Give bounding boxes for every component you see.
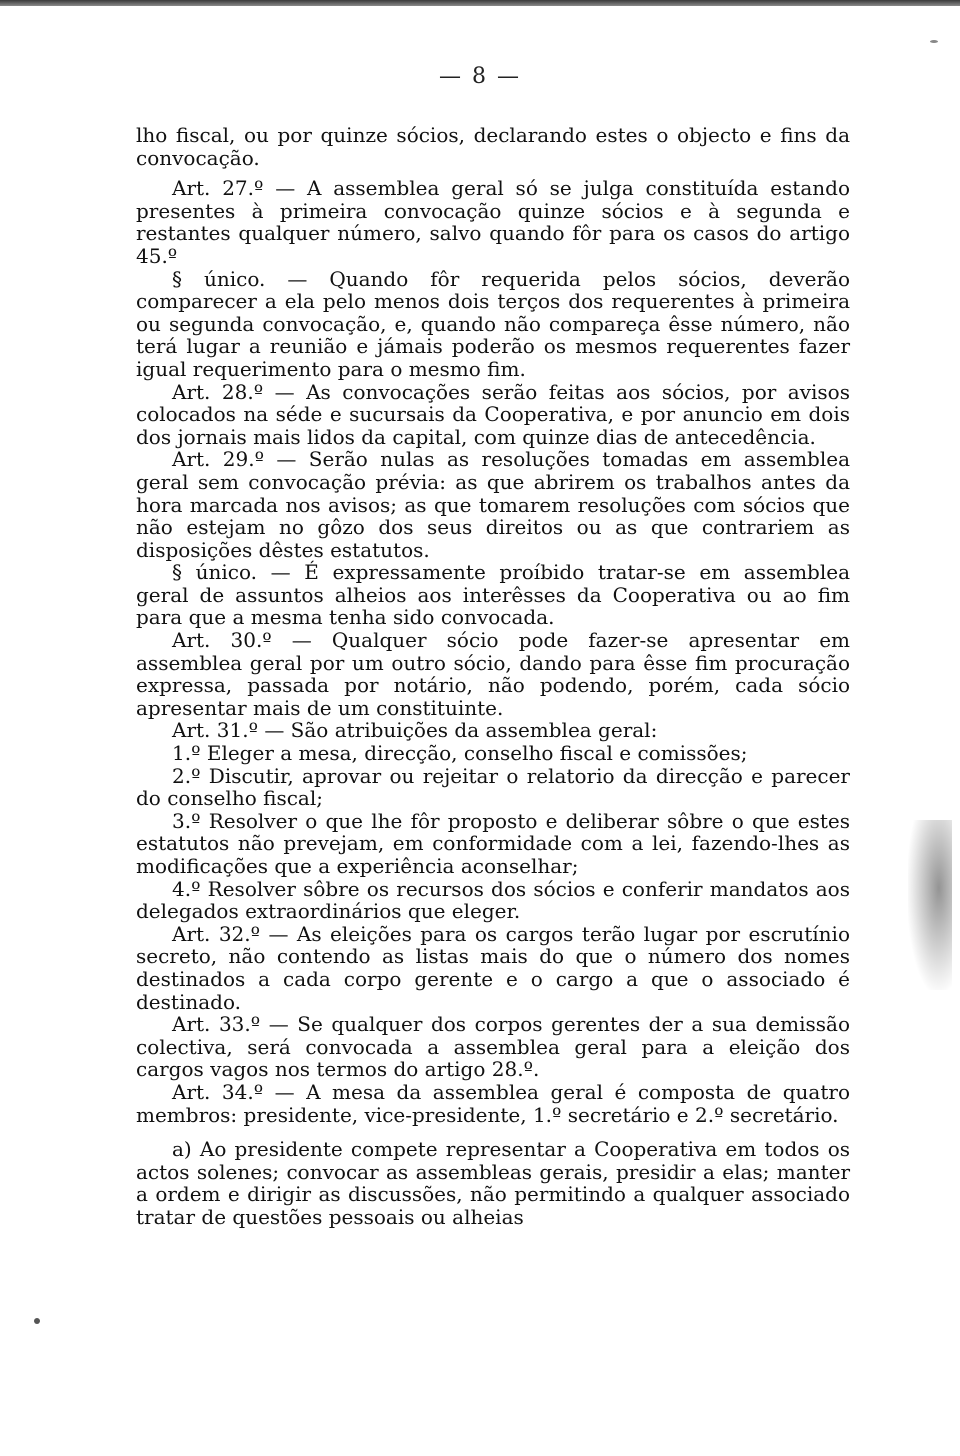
document-body	[136, 124, 850, 1229]
article-28: Art. 28.º — As convocações serão feitas aos sócios, por avisos colocados na séde e sucursais da Cooperativa, e por anuncio em dois dos jornais mais lidos da capital, com quinze dias de antecedência.	[136, 379, 850, 449]
article-31-item-1: 1.º Eleger a mesa, direcção, conselho fiscal e comissões;	[172, 741, 748, 766]
article-31-item-3: 3.º Resolver o que lhe fôr proposto e deliberar sôbre o que estes estatutos não prevejam, em conformidade com a lei, fazendo-lhes as modificações que a experiência aconselhar;	[136, 808, 850, 878]
article-29-sole-paragraph: § único. — É expressamente proíbido tratar-se em assemblea geral de assuntos alheios aos interêsses da Cooperativa ou ao fim para que a mesma tenha sido convocada.	[136, 560, 850, 630]
article-32: Art. 32.º — As eleições para os cargos terão lugar por escrutínio secreto, não contendo as listas mais do que o número dos nomes destinados a cada corpo gerente e o cargo a que o associado é destinado.	[136, 921, 850, 1014]
article-34: Art. 34.º — A mesa da assemblea geral é composta de quatro membros: presidente, vice-presidente, 1.º secretário e 2.º secretário.	[136, 1079, 850, 1127]
page-number: — 8 —	[439, 64, 521, 89]
article-27-sole-paragraph: § único. — Quando fôr requerida pelos sócios, deverão comparecer a ela pelo menos dois terços dos requerentes à primeira ou segunda convocação, e, quando não compareça êsse número, não terá lugar a reunião e jámais poderão os mesmos requerentes fazer igual requerimento para o mesmo fim.	[136, 266, 850, 381]
ink-speck	[34, 1318, 40, 1324]
article-34-clause-a: a) Ao presidente compete representar a Cooperativa em todos os actos solenes; convocar as assembleas gerais, presidir a elas; manter a ordem e dirigir as discussões, não permitindo a qualquer associado tratar de questões pessoais ou alheias	[136, 1137, 850, 1229]
article-27: Art. 27.º — A assemblea geral só se julga constituída estando presentes à primeira convocação quinze sócios e à segunda e restantes qualquer número, salvo quando fôr para os casos do artigo 45.º	[136, 176, 850, 268]
article-33: Art. 33.º — Se qualquer dos corpos gerentes der a sua demissão colectiva, será convocada a assemblea geral para a eleição dos cargos vagos nos termos do artigo 28.º.	[136, 1012, 850, 1082]
page-top-edge	[0, 0, 960, 6]
margin-stain	[908, 820, 952, 990]
ink-speck	[930, 40, 938, 43]
article-30: Art. 30.º — Qualquer sócio pode fazer-se apresentar em assemblea geral por um outro sócio, dando para êsse fim procuração expressa, passada por notário, não podendo, porém, cada sócio apresentar mais de um constituinte.	[136, 628, 850, 720]
paragraph-continuation: lho fiscal, ou por quinze sócios, declarando estes o objecto e fins da convocação.	[136, 123, 850, 170]
article-31: Art. 31.º — São atribuições da assemblea geral:	[172, 718, 658, 743]
article-31-item-2: 2.º Discutir, aprovar ou rejeitar o relatorio da direcção e parecer do conselho fiscal;	[136, 763, 850, 811]
article-29: Art. 29.º — Serão nulas as resoluções tomadas em assemblea geral sem convocação prévia: as que abrirem os trabalhos antes da hora marcada nos avisos; as que tomarem resoluções com sócios que não estejam no gôzo dos seus direitos ou as que contrariem as disposições dêstes estatutos.	[136, 447, 850, 562]
article-31-item-4: 4.º Resolver sôbre os recursos dos sócios e conferir mandatos aos delegados extraordinários que eleger.	[136, 876, 850, 924]
